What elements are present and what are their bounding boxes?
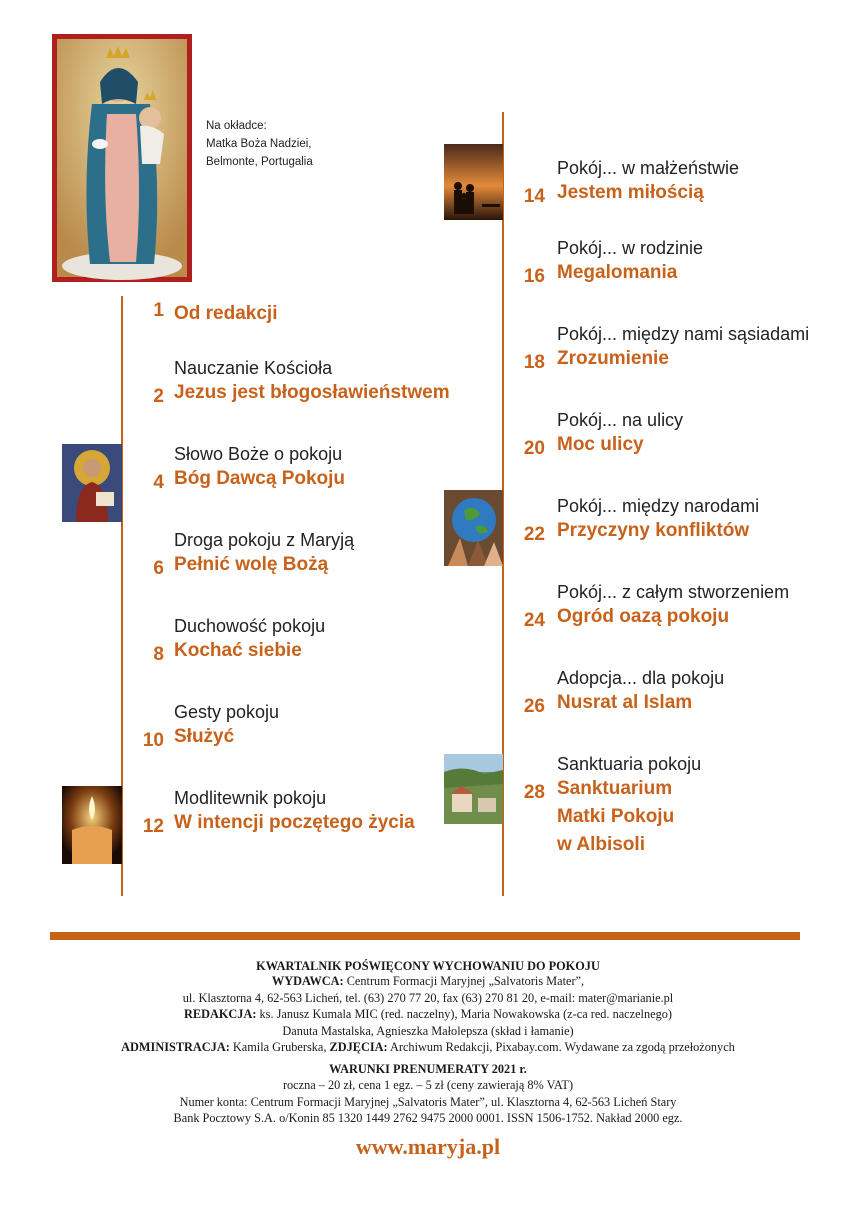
article-title: Przyczyny konfliktów: [557, 520, 750, 541]
subscription-title-text: WARUNKI PRENUMERATY 2021 r.: [329, 1062, 527, 1076]
photos-value: Archiwum Redakcji, Pixabay.com. Wydawane za zgodą przełożonych: [390, 1040, 735, 1054]
imprint-address: ul. Klasztorna 4, 62-563 Licheń, tel. (63) 270 77 20, fax (63) 270 81 20, e-mail: mater@marianie.pl: [182, 991, 674, 1005]
page-number: 22: [523, 524, 545, 545]
article-title: Zrozumienie: [557, 348, 669, 369]
subscription-title: [0, 1062, 856, 1077]
page-number: 24: [523, 610, 545, 631]
imprint-editors-line2: Danuta Mastalska, Agnieszka Małolepsza (skład i łamanie): [282, 1024, 574, 1038]
article-title: Bóg Dawcą Pokoju: [174, 468, 346, 489]
thumbnail-icon-christ: [62, 444, 122, 522]
thumbnail-globe-hands: [444, 490, 503, 566]
article-title: Kochać siebie: [174, 640, 302, 661]
page-number: 10: [142, 730, 164, 751]
publisher-label: WYDAWCA:: [271, 974, 344, 988]
toc-entry-12[interactable]: [132, 788, 415, 837]
section-subtitle: Pokój... na ulicy: [557, 410, 684, 430]
page-number: 12: [142, 816, 164, 837]
toc-entry-26[interactable]: [514, 668, 724, 717]
page-number: 18: [523, 352, 545, 373]
article-title: Ogród oazą pokoju: [557, 606, 730, 627]
toc-entry-1[interactable]: [132, 300, 278, 328]
toc-entry-28[interactable]: [514, 754, 701, 859]
section-subtitle: Pokój... z całym stworzeniem: [557, 582, 790, 602]
cover-image-madonna: [52, 34, 192, 282]
thumbnail-candle: [62, 786, 122, 864]
page-number: 26: [523, 696, 545, 717]
imprint-magazine-title: [0, 959, 856, 974]
imprint-publisher: [0, 974, 856, 989]
cover-caption-line2: Belmonte, Portugalia: [206, 156, 313, 168]
admin-label: ADMINISTRACJA:: [121, 1040, 230, 1054]
article-title: W intencji poczętego życia: [174, 812, 415, 833]
article-title: Od redakcji: [174, 303, 278, 324]
imprint-admin: [0, 1040, 856, 1055]
imprint-editors: [0, 1007, 856, 1022]
subscription-prices: roczna – 20 zł, cena 1 egz. – 5 zł (ceny zawierają 8% VAT): [282, 1078, 574, 1092]
page-number: 2: [153, 386, 164, 407]
bank-account-line2: Bank Pocztowy S.A. o/Konin 85 1320 1449 2762 9475 2000 0001. ISSN 1506-1752. Nakład 2000 egz.: [173, 1111, 683, 1125]
section-subtitle: Sanktuaria pokoju: [557, 754, 702, 774]
article-title: Jezus jest błogosławieństwem: [174, 382, 450, 403]
website-link[interactable]: www.maryja.pl: [355, 1134, 501, 1159]
article-title: Pełnić wolę Bożą: [174, 554, 329, 575]
section-subtitle: Modlitewnik pokoju: [174, 788, 327, 808]
toc-entry-20[interactable]: [514, 410, 683, 459]
toc-entry-8[interactable]: [132, 616, 325, 665]
section-subtitle: Pokój... w rodzinie: [557, 238, 704, 258]
toc-entry-6[interactable]: [132, 530, 354, 579]
toc-entry-18[interactable]: [514, 324, 809, 373]
toc-entry-2[interactable]: [132, 358, 450, 407]
publisher-value: Centrum Formacji Maryjnej „Salvatoris Mater”,: [346, 974, 585, 988]
section-subtitle: Słowo Boże o pokoju: [174, 444, 343, 464]
cover-caption-label: Na okładce:: [206, 120, 267, 132]
toc-entry-4[interactable]: [132, 444, 345, 493]
article-title-line2: Matki Pokoju: [557, 806, 675, 827]
page-number: 8: [153, 644, 164, 665]
toc-entry-24[interactable]: [514, 582, 789, 631]
section-subtitle: Pokój... w małżeństwie: [557, 158, 740, 178]
bank-account-line1: Numer konta: Centrum Formacji Maryjnej „Salvatoris Mater”, ul. Klasztorna 4, 62-563 Licheń Stary: [179, 1095, 677, 1109]
section-subtitle: Pokój... między narodami: [557, 496, 760, 516]
article-title-line3: w Albisoli: [557, 834, 645, 855]
section-subtitle: Adopcja... dla pokoju: [557, 668, 725, 688]
thumbnail-family-sunset: [444, 144, 503, 220]
page-number: 28: [523, 782, 545, 803]
admin-value: Kamila Gruberska,: [232, 1040, 327, 1054]
page-number: 4: [153, 472, 164, 493]
page-number: 20: [523, 438, 545, 459]
page-number: 1: [153, 300, 164, 321]
page-number: 16: [523, 266, 545, 287]
page-number: 14: [523, 186, 545, 207]
thumbnail-sanctuary: [444, 754, 503, 824]
editors-label: REDAKCJA:: [184, 1007, 257, 1021]
toc-entry-10[interactable]: [132, 702, 279, 751]
article-title: Jestem miłością: [557, 182, 704, 203]
article-title: Moc ulicy: [557, 434, 644, 455]
toc-entry-22[interactable]: [514, 496, 759, 545]
magazine-tagline: KWARTALNIK POŚWIĘCONY WYCHOWANIU DO POKOJU: [256, 959, 600, 973]
article-title: Służyć: [174, 726, 235, 747]
toc-entry-14[interactable]: [514, 158, 739, 207]
imprint-divider: [50, 932, 800, 940]
section-subtitle: Droga pokoju z Maryją: [174, 530, 355, 550]
section-subtitle: Pokój... między nami sąsiadami: [557, 324, 810, 344]
section-subtitle: Duchowość pokoju: [174, 616, 326, 636]
cover-caption-line1: Matka Boża Nadziei,: [206, 138, 312, 150]
page-number: 6: [153, 558, 164, 579]
photos-label: ZDJĘCIA:: [329, 1040, 388, 1054]
article-title: Megalomania: [557, 262, 678, 283]
section-subtitle: Nauczanie Kościoła: [174, 358, 333, 378]
cover-caption: [206, 117, 313, 171]
editors-value: ks. Janusz Kumala MIC (red. naczelny), Maria Nowakowska (z-ca red. naczelnego): [259, 1007, 672, 1021]
article-title: Nusrat al Islam: [557, 692, 693, 713]
toc-entry-16[interactable]: [514, 238, 703, 287]
section-subtitle: Gesty pokoju: [174, 702, 280, 722]
article-title-line1: Sanktuarium: [557, 778, 673, 799]
